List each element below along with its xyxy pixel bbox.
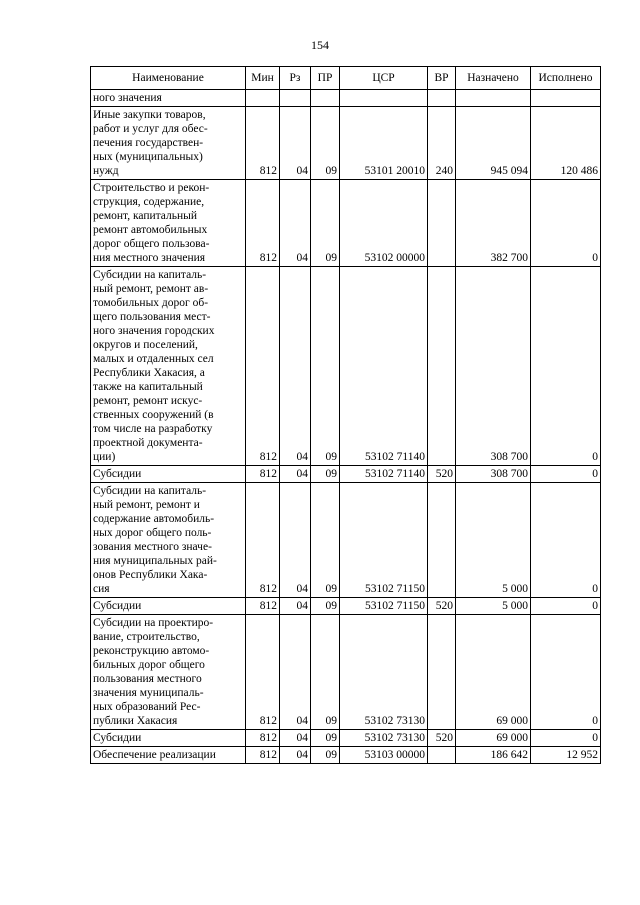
row-planned: 308 700: [456, 267, 531, 466]
table-row: [91, 598, 601, 615]
row-pr: 09: [311, 747, 340, 764]
header-name: Наименование: [91, 67, 246, 90]
header-vr: ВР: [428, 67, 456, 90]
row-rz: 04: [280, 598, 311, 615]
row-csr: 53101 20010: [340, 107, 428, 180]
row-csr: 53103 00000: [340, 747, 428, 764]
row-planned: 382 700: [456, 180, 531, 267]
row-pr: 09: [311, 598, 340, 615]
row-min: 812: [246, 730, 280, 747]
table-row: [91, 483, 601, 598]
row-csr: 53102 71150: [340, 483, 428, 598]
table-header-row: [91, 67, 601, 90]
table-row: [91, 747, 601, 764]
row-planned: 69 000: [456, 615, 531, 730]
header-pr: ПР: [311, 67, 340, 90]
row-name: Субсидии на проектиро- вание, строительство, реконструкцию автомо- бильных дорог общего пользования местного значения муниципаль- ных образований Рес- публики Хакасия: [91, 615, 246, 730]
row-pr: 09: [311, 180, 340, 267]
row-planned: 5 000: [456, 598, 531, 615]
row-pr: 09: [311, 466, 340, 483]
row-name: Обеспечение реализации: [91, 747, 246, 764]
row-vr: [428, 483, 456, 598]
table-row: [91, 615, 601, 730]
row-name: Субсидии: [91, 598, 246, 615]
row-min: 812: [246, 107, 280, 180]
row-min: 812: [246, 747, 280, 764]
row-executed: 0: [531, 730, 601, 747]
row-rz: 04: [280, 466, 311, 483]
row-rz: 04: [280, 267, 311, 466]
row-rz: 04: [280, 615, 311, 730]
row-min: 812: [246, 598, 280, 615]
row-name: ного значения: [91, 90, 246, 107]
row-pr: 09: [311, 730, 340, 747]
row-vr: 240: [428, 107, 456, 180]
row-executed: 0: [531, 483, 601, 598]
row-min: [246, 90, 280, 107]
row-vr: 520: [428, 598, 456, 615]
row-planned: 308 700: [456, 466, 531, 483]
row-name: Субсидии на капиталь- ный ремонт, ремонт ав- томобильных дорог об- щего пользования мест- ного значения городских округов и поселений, малых и отдаленных сел Республики Хакасия, а также на капитальный ремонт, ремонт искус- ственных сооружений (в том числе на разработку проектной документа- ции): [91, 267, 246, 466]
row-pr: [311, 90, 340, 107]
row-min: 812: [246, 483, 280, 598]
budget-table: [90, 66, 601, 764]
table-row: [91, 466, 601, 483]
row-pr: 09: [311, 483, 340, 598]
row-name: Субсидии: [91, 466, 246, 483]
header-rz: Рз: [280, 67, 311, 90]
row-planned: 69 000: [456, 730, 531, 747]
table-row: [91, 180, 601, 267]
row-planned: [456, 90, 531, 107]
row-name: Строительство и рекон- струкция, содержание, ремонт, капитальный ремонт автомобильных дорог общего пользова- ния местного значения: [91, 180, 246, 267]
row-csr: 53102 71140: [340, 267, 428, 466]
row-executed: [531, 90, 601, 107]
row-vr: [428, 747, 456, 764]
row-executed: 0: [531, 267, 601, 466]
table-row: [91, 730, 601, 747]
row-planned: 945 094: [456, 107, 531, 180]
header-executed: Исполнено: [531, 67, 601, 90]
row-csr: 53102 00000: [340, 180, 428, 267]
row-planned: 5 000: [456, 483, 531, 598]
header-min: Мин: [246, 67, 280, 90]
page-number: 154: [311, 38, 329, 52]
row-rz: 04: [280, 483, 311, 598]
row-vr: 520: [428, 466, 456, 483]
header-planned: Назначено: [456, 67, 531, 90]
row-csr: [340, 90, 428, 107]
row-csr: 53102 71140: [340, 466, 428, 483]
row-vr: [428, 90, 456, 107]
row-name: Иные закупки товаров, работ и услуг для обес- печения государствен- ных (муниципальных) нужд: [91, 107, 246, 180]
row-pr: 09: [311, 615, 340, 730]
row-rz: [280, 90, 311, 107]
row-vr: 520: [428, 730, 456, 747]
row-rz: 04: [280, 730, 311, 747]
header-csr: ЦСР: [340, 67, 428, 90]
row-pr: 09: [311, 107, 340, 180]
table-row: [91, 90, 601, 107]
row-rz: 04: [280, 107, 311, 180]
row-executed: 0: [531, 180, 601, 267]
row-rz: 04: [280, 747, 311, 764]
row-csr: 53102 73130: [340, 730, 428, 747]
row-executed: 0: [531, 615, 601, 730]
row-csr: 53102 71150: [340, 598, 428, 615]
row-vr: [428, 180, 456, 267]
row-min: 812: [246, 180, 280, 267]
row-pr: 09: [311, 267, 340, 466]
row-planned: 186 642: [456, 747, 531, 764]
row-executed: 12 952: [531, 747, 601, 764]
table-row: [91, 267, 601, 466]
row-vr: [428, 267, 456, 466]
row-rz: 04: [280, 180, 311, 267]
row-executed: 120 486: [531, 107, 601, 180]
row-min: 812: [246, 466, 280, 483]
row-vr: [428, 615, 456, 730]
row-name: Субсидии: [91, 730, 246, 747]
row-min: 812: [246, 267, 280, 466]
row-min: 812: [246, 615, 280, 730]
row-executed: 0: [531, 466, 601, 483]
table-row: [91, 107, 601, 180]
row-csr: 53102 73130: [340, 615, 428, 730]
row-name: Субсидии на капиталь- ный ремонт, ремонт и содержание автомобиль- ных дорог общего поль- зования местного значе- ния муниципальных рай- онов Республики Хака- сия: [91, 483, 246, 598]
row-executed: 0: [531, 598, 601, 615]
